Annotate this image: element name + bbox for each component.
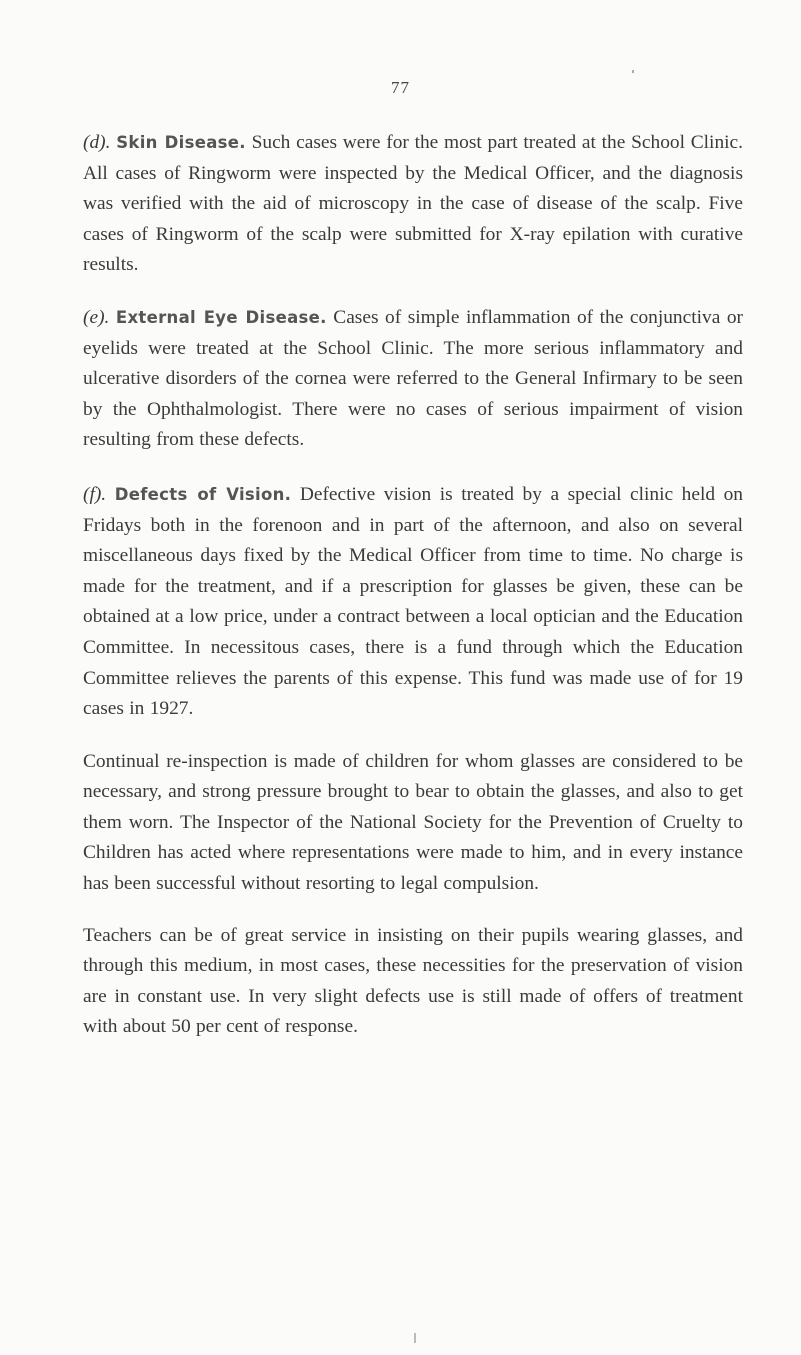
section-marker: (d). — [83, 132, 111, 153]
paragraph-teachers: Teachers can be of great service in insisting on their pupils wearing glasses, and through this medium, in most cases, these necessities for the preservation of vision are in constant use. In very slight defects use is still made of offers of treatment with about 50 per cent of response. — [83, 924, 743, 1038]
section-defects-of-vision — [83, 480, 743, 725]
section-text: Such cases were for the most part treated at the School Clinic. All cases of Ringworm were inspected by the Medical Officer, and the diagnosis was verified with the aid of microscopy in the case of disease of the scalp. Five cases of Ringworm of the scalp were submitted for X-ray epilation with curative results. — [83, 132, 743, 276]
section-heading: Skin Disease. — [116, 133, 246, 152]
scan-mark — [414, 1333, 416, 1343]
section-text: Cases of simple inflammation of the conjunctiva or eyelids were treated at the School Clinic. The more serious inflammatory and ulcerative disorders of the cornea were referred to the General Infirmary to be seen by the Ophthalmologist. There were no cases of serious impairment of vision resulting from these defects. — [83, 306, 743, 451]
paragraph-reinspection: Continual re-inspection is made of children for whom glasses are considered to be necessary, and strong pressure brought to bear to obtain the glasses, and also to get them worn. The Inspector of the National Society for the Prevention of Cruelty to Children has acted where representations were made to him, and in every instance has been successful without resorting to legal compulsion. — [83, 750, 743, 895]
section-skin-disease — [83, 128, 743, 281]
section-heading: External Eye Disease. — [115, 307, 327, 327]
section-text: Defective vision is treated by a special clinic held on Fridays both in the forenoon and in part of the afternoon, and also on several miscellaneous days fixed by the Medical Officer from time to time. No charge is made for the treatment, and if a prescription for glasses be given, these can be obtained at a low price, under a contract between a local optician and the Education Committee. In necessitous cases, there is a fund through which the Education Committee relieves the parents of this expense. This fund was made use of for 19 cases in 1927. — [83, 483, 743, 720]
section-marker: (f). — [83, 483, 107, 505]
page-number: 77 — [391, 78, 410, 97]
page-content — [83, 128, 743, 1043]
section-heading: Defects of Vision. — [114, 484, 292, 504]
section-marker: (e). — [83, 306, 110, 328]
scan-speck — [632, 70, 634, 73]
section-external-eye-disease — [83, 303, 743, 456]
